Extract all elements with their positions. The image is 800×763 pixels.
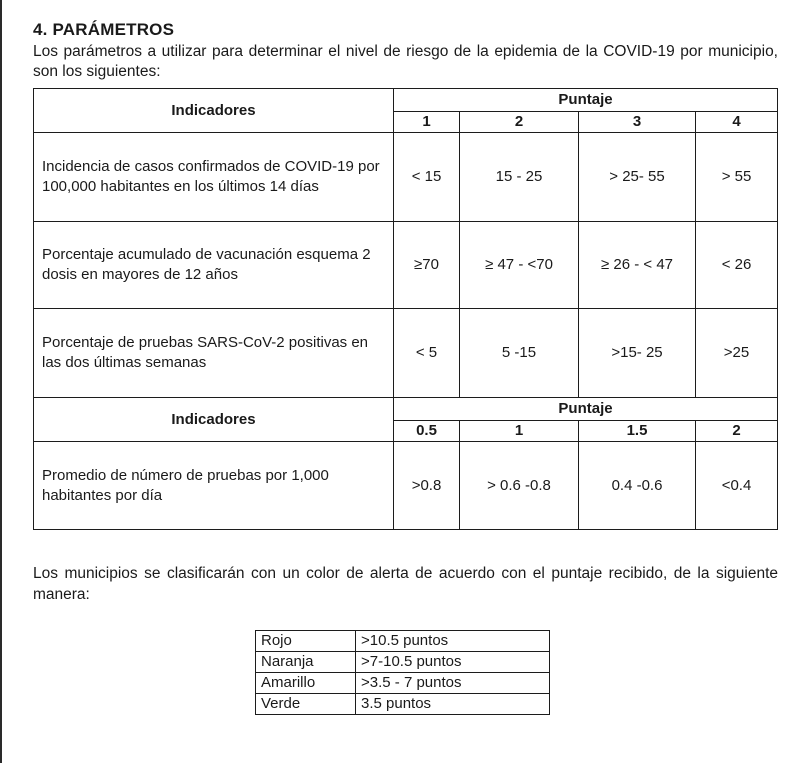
value-cell: 0.4 -0.6 <box>579 442 696 530</box>
indicator-cell: Porcentaje acumulado de vacunación esquema 2 dosis en mayores de 12 años <box>34 222 394 309</box>
value-cell: < 5 <box>394 309 460 398</box>
score-column-header: 3 <box>579 112 696 133</box>
value-cell: >0.8 <box>394 442 460 530</box>
value-cell: 5 -15 <box>460 309 579 398</box>
table-row <box>34 222 778 309</box>
indicator-cell: Porcentaje de pruebas SARS-CoV-2 positivas en las dos últimas semanas <box>34 309 394 398</box>
alert-range-cell: >3.5 - 7 puntos <box>356 673 550 694</box>
parameters-table <box>33 88 778 530</box>
score-column-header: 4 <box>696 112 778 133</box>
alert-color-cell: Verde <box>256 694 356 715</box>
alert-color-table <box>255 630 550 715</box>
score-column-header: 0.5 <box>394 421 460 442</box>
table1-header-row <box>34 89 778 112</box>
value-cell: ≥ 26 - < 47 <box>579 222 696 309</box>
score-column-header: 2 <box>696 421 778 442</box>
alert-color-cell: Amarillo <box>256 673 356 694</box>
intro-paragraph: Los parámetros a utilizar para determinar el nivel de riesgo de la epidemia de la COVID-19 por municipio, son los siguientes: <box>33 43 778 80</box>
value-cell: >25 <box>696 309 778 398</box>
score-column-header: 1 <box>394 112 460 133</box>
value-cell: ≥ 47 - <70 <box>460 222 579 309</box>
alert-range-cell: 3.5 puntos <box>356 694 550 715</box>
value-cell: <0.4 <box>696 442 778 530</box>
value-cell: < 15 <box>394 133 460 222</box>
value-cell: > 25- 55 <box>579 133 696 222</box>
alert-row <box>256 694 550 715</box>
indicators-header: Indicadores <box>34 89 394 133</box>
alert-row <box>256 673 550 694</box>
alert-range-cell: >10.5 puntos <box>356 631 550 652</box>
score-column-header: 1 <box>460 421 579 442</box>
page-edge <box>0 0 2 763</box>
indicator-cell: Incidencia de casos confirmados de COVID-19 por 100,000 habitantes en los últimos 14 días <box>34 133 394 222</box>
value-cell: > 55 <box>696 133 778 222</box>
alert-row <box>256 652 550 673</box>
table2-header-row <box>34 398 778 421</box>
value-cell: < 26 <box>696 222 778 309</box>
score-column-header: 1.5 <box>579 421 696 442</box>
table-row <box>34 442 778 530</box>
indicator-cell: Promedio de número de pruebas por 1,000 habitantes por día <box>34 442 394 530</box>
alert-color-cell: Naranja <box>256 652 356 673</box>
alert-row <box>256 631 550 652</box>
score-column-header: 2 <box>460 112 579 133</box>
score-header: Puntaje <box>394 89 778 112</box>
closing-paragraph: Los municipios se clasificarán con un color de alerta de acuerdo con el puntaje recibido, de la siguiente manera: <box>33 565 778 603</box>
table-row <box>34 133 778 222</box>
section-heading: 4. PARÁMETROS <box>33 20 175 39</box>
alert-range-cell: >7-10.5 puntos <box>356 652 550 673</box>
alert-color-cell: Rojo <box>256 631 356 652</box>
indicators-header: Indicadores <box>34 398 394 442</box>
score-header: Puntaje <box>394 398 778 421</box>
value-cell: 15 - 25 <box>460 133 579 222</box>
table-row <box>34 309 778 398</box>
value-cell: >15- 25 <box>579 309 696 398</box>
value-cell: ≥70 <box>394 222 460 309</box>
value-cell: > 0.6 -0.8 <box>460 442 579 530</box>
